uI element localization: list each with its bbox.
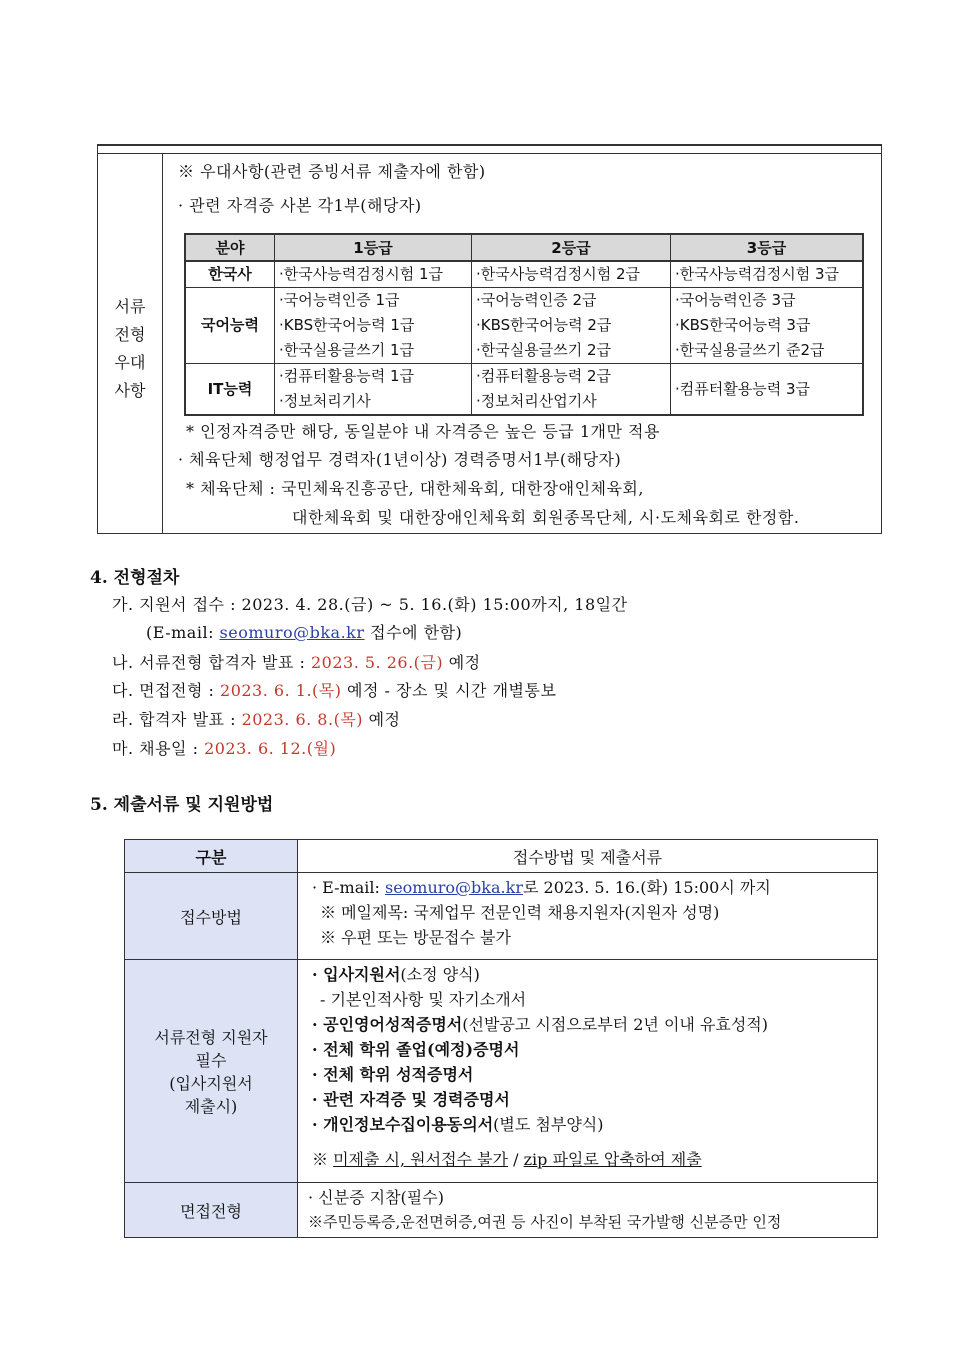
content-line — [312, 1012, 877, 1037]
side-label-line: 사항 — [114, 381, 146, 400]
date: 2023. 6. 8.(목) — [241, 710, 364, 729]
text: · 개인정보수집이용동의서 — [312, 1115, 494, 1134]
content-line: ※주민등록증,운전면허증,여권 등 사진이 부착된 국가발행 신분증만 인정 — [308, 1213, 782, 1231]
side-label-cell — [98, 153, 163, 533]
text: · 공인영어성적증명서 — [312, 1015, 463, 1034]
cert-item: ·국어능력인증 2급 — [476, 291, 597, 309]
pref-note-cert: * 인정자격증만 해당, 동일분야 내 자격증은 높은 등급 1개만 적용 — [186, 422, 660, 441]
pref-bullet-cert: · 관련 자격증 사본 각1부(해당자) — [178, 196, 422, 215]
field-cell: IT능력 — [185, 364, 275, 416]
text: 접수에 한함) — [364, 623, 463, 642]
label-line: 제출시) — [184, 1097, 238, 1116]
header-method: 접수방법 및 제출서류 — [298, 840, 878, 873]
pref-note-sports-2: 대한체육회 및 대한장애인체육회 회원종목단체, 시·도체육회로 한정함. — [292, 508, 800, 527]
content-line: ※ 우편 또는 방문접수 불가 — [320, 928, 511, 947]
row-content — [298, 960, 878, 1183]
text: 마. 채용일 : — [112, 739, 205, 758]
cert-item: ·한국사능력검정시험 3급 — [675, 265, 839, 283]
cert-item: ·한국실용글쓰기 준2급 — [675, 341, 825, 359]
label-line: 필수 — [195, 1051, 227, 1070]
grade-cell — [472, 364, 671, 416]
text: (E-mail: — [146, 623, 220, 642]
text: (소정 양식) — [400, 965, 480, 984]
grade-cell — [472, 288, 671, 364]
grade-cell — [671, 364, 864, 416]
cert-item: ·정보처리기사 — [279, 392, 371, 410]
grade-cell — [275, 288, 472, 364]
table-row — [185, 288, 863, 364]
content-line — [312, 1062, 877, 1087]
pref-note-head: ※ 우대사항(관련 증빙서류 제출자에 한함) — [178, 162, 486, 181]
side-label-line: 우대 — [114, 353, 146, 372]
cert-item: ·국어능력인증 1급 — [279, 291, 400, 309]
header-grade1: 1등급 — [275, 234, 472, 261]
text: 다. 면접전형 : — [112, 681, 221, 700]
step-ga-email — [146, 620, 462, 643]
pref-bullet-career: · 체육단체 행정업무 경력자(1년이상) 경력증명서1부(해당자) — [178, 450, 622, 469]
header-grade2: 2등급 — [472, 234, 671, 261]
cert-item: ·국어능력인증 3급 — [675, 291, 796, 309]
text: / — [508, 1150, 524, 1169]
email-link[interactable]: seomuro@bka.kr — [384, 878, 523, 897]
text: · 전체 학위 졸업(예정)증명서 — [312, 1040, 520, 1059]
row-content — [298, 1183, 878, 1238]
label-line: 서류전형 지원자 — [154, 1028, 268, 1047]
step-ra — [112, 707, 401, 730]
table-row — [125, 960, 878, 1183]
text: (선발공고 시점으로부터 2년 이내 유효성적) — [462, 1015, 769, 1034]
text: · 관련 자격증 및 경력증명서 — [312, 1090, 510, 1109]
text: 라. 합격자 발표 : — [112, 710, 242, 729]
cert-item: ·한국실용글쓰기 1급 — [279, 341, 415, 359]
row-label: 접수방법 — [125, 873, 298, 960]
content-line: · 신분증 지참(필수) — [308, 1188, 444, 1207]
text: 예정 — [363, 710, 401, 729]
table-row — [125, 1183, 878, 1238]
cert-item: ·컴퓨터활용능력 3급 — [675, 379, 811, 398]
field-cell: 한국사 — [185, 261, 275, 288]
grade-cell — [671, 288, 864, 364]
cert-item: ·정보처리산업기사 — [476, 392, 597, 410]
side-label — [98, 293, 162, 405]
row-label: 면접전형 — [125, 1183, 298, 1238]
submission-table — [124, 839, 878, 1238]
cert-item: ·KBS한국어능력 2급 — [476, 316, 612, 334]
content-line: - 기본인적사항 및 자기소개서 — [320, 990, 527, 1009]
grade-table — [184, 233, 864, 416]
side-label-line: 서류 — [114, 297, 146, 316]
step-ga: 가. 지원서 접수 : 2023. 4. 28.(금) ~ 5. 16.(화) 15:00까지, 18일간 — [112, 595, 628, 614]
text: ※ — [312, 1150, 334, 1169]
field-cell: 국어능력 — [185, 288, 275, 364]
grade-cell — [671, 261, 864, 288]
content-line — [312, 1112, 877, 1137]
text: 미제출 시, 원서접수 불가 — [333, 1150, 508, 1169]
row-label — [125, 960, 298, 1183]
text: · E-mail: — [312, 878, 385, 897]
cert-item: ·한국사능력검정시험 1급 — [279, 265, 443, 283]
content-line — [312, 1087, 877, 1112]
grade-cell — [275, 261, 472, 288]
table-row — [125, 873, 878, 960]
date: 2023. 6. 12.(월) — [204, 739, 337, 758]
grade-cell — [275, 364, 472, 416]
text: · 전체 학위 성적증명서 — [312, 1065, 474, 1084]
header-grade3: 3등급 — [671, 234, 864, 261]
cert-item: ·한국실용글쓰기 2급 — [476, 341, 612, 359]
text: zip 파일로 압축하여 제출 — [523, 1150, 702, 1169]
text: · 입사지원서 — [312, 965, 401, 984]
content-line — [312, 1037, 877, 1062]
table-row — [185, 261, 863, 288]
grade-cell — [472, 261, 671, 288]
date: 2023. 6. 1.(목) — [220, 681, 342, 700]
cert-item: ·컴퓨터활용능력 1급 — [279, 367, 415, 385]
step-na — [112, 650, 481, 673]
text: 나. 서류전형 합격자 발표 : — [112, 653, 311, 672]
step-da — [112, 678, 556, 701]
content-line — [312, 962, 877, 987]
cert-item: ·KBS한국어능력 3급 — [675, 316, 811, 334]
row-content — [298, 873, 878, 960]
text: 로 2023. 5. 16.(화) 15:00시 까지 — [522, 878, 771, 897]
content-line — [312, 875, 877, 900]
text: 예정 - 장소 및 시간 개별통보 — [341, 681, 557, 700]
label-line: (입사지원서 — [169, 1074, 253, 1093]
content-line: ※ 메일제목: 국제업무 전문인력 채용지원자(지원자 성명) — [320, 903, 720, 922]
step-ma — [112, 736, 336, 759]
cert-item: ·한국사능력검정시험 2급 — [476, 265, 640, 283]
section-4-title: 4. 전형절차 — [90, 568, 180, 588]
text: 예정 — [443, 653, 481, 672]
pref-note-sports-1: * 체육단체 : 국민체육진흥공단, 대한체육회, 대한장애인체육회, — [186, 479, 644, 498]
table-header-row — [125, 840, 878, 873]
cert-item: ·컴퓨터활용능력 2급 — [476, 367, 612, 385]
header-category: 구분 — [125, 840, 298, 873]
section-5-title: 5. 제출서류 및 지원방법 — [90, 795, 274, 815]
divider — [98, 153, 881, 154]
date: 2023. 5. 26.(금) — [310, 653, 444, 672]
grade-table-header — [185, 234, 863, 261]
header-field: 분야 — [185, 234, 275, 261]
table-row — [185, 364, 863, 416]
text: (별도 첨부양식) — [493, 1115, 604, 1134]
content-line — [312, 1147, 877, 1172]
email-link[interactable]: seomuro@bka.kr — [219, 623, 365, 642]
cert-item: ·KBS한국어능력 1급 — [279, 316, 415, 334]
side-label-line: 전형 — [114, 325, 146, 344]
